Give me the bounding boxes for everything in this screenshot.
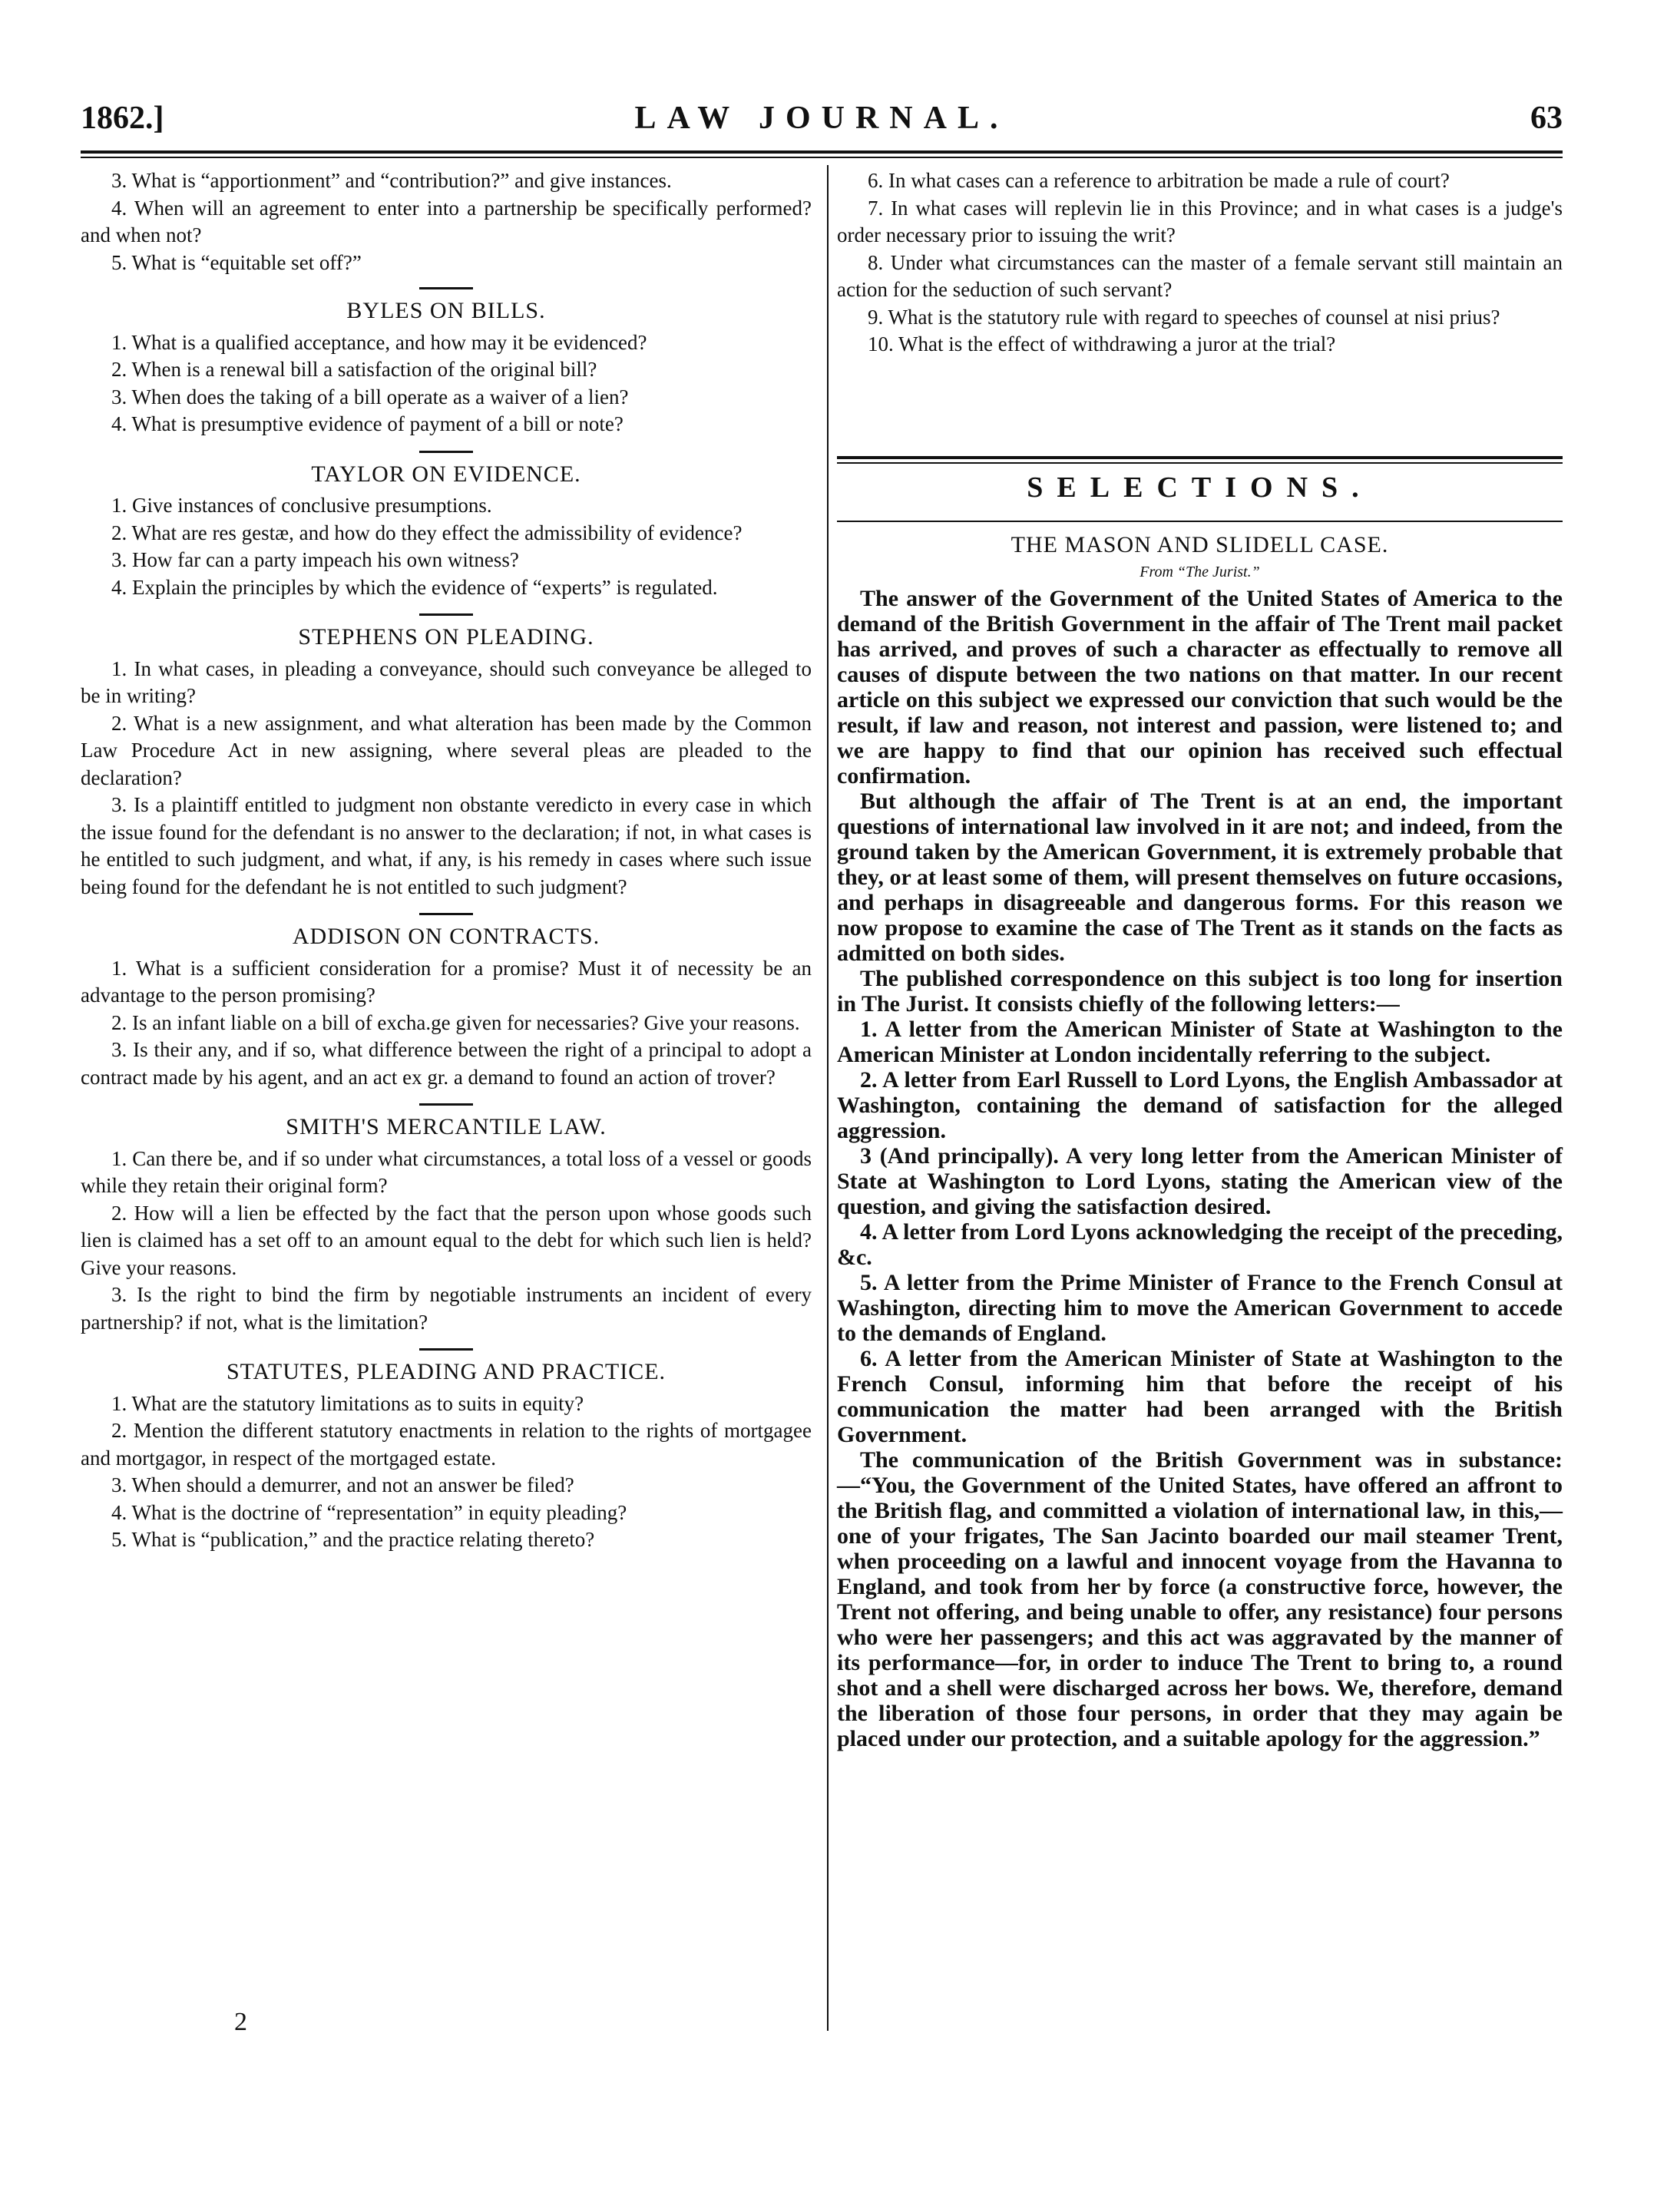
section-heading: ADDISON ON CONTRACTS. [292,924,600,949]
question-item: 3. When should a demurrer, and not an answer be filed? [111,1473,574,1496]
selections-rule-thin [837,462,1563,464]
question-item: 2. Is an infant liable on a bill of excha.ge given for necessaries? Give your reasons. [111,1010,800,1034]
right-column [837,167,1563,359]
question-item: 10. What is the effect of withdrawing a juror at the trial? [868,332,1336,355]
article-paragraph: 4. A letter from Lord Lyons acknowledging the receipt of the preceding, &c. [837,1219,1563,1270]
question-item: 3. Is their any, and if so, what difference between the right of a principal to adopt a contract made by his agent, and an act ex gr. a demand to found an action of trover? [81,1038,812,1089]
question-item: 4. Explain the principles by which the evidence of “experts” is regulated. [111,575,718,599]
question-item: 3. How far can a party impeach his own witness? [111,548,519,571]
question-item: 1. What is a sufficient consideration for a promise? Must it of necessity be an advantage to the person promising? [81,956,812,1007]
selections-underline [837,521,1563,522]
article-paragraph: 2. A letter from Earl Russell to Lord Lyons, the English Ambassador at Washington, containing the demand of satisfaction for the alleged aggression. [837,1067,1563,1143]
question-item: 8. Under what circumstances can the master of a female servant still maintain an action for the seduction of such servant? [837,250,1563,301]
section-separator [419,1348,473,1351]
article-paragraph: But although the affair of The Trent is at an end, the important questions of international law involved in it are not; and indeed, from the ground taken by the American Government, it is extremely probable that they, or at least some of them, will present themselves on future occasions, and perhaps in disagreeable and dangerous forms. For this reason we now propose to examine the case of The Trent as it stands on the facts as admitted on both sides. [837,789,1563,966]
question-item: 1. In what cases, in pleading a conveyance, should such conveyance be alleged to be in writing? [81,656,812,707]
section-heading: BYLES ON BILLS. [346,298,546,323]
header-rule-thin [81,157,1563,158]
article-paragraph: 1. A letter from the American Minister of State at Washington to the American Minister at London incidentally referring to the subject. [837,1017,1563,1067]
section-heading: STEPHENS ON PLEADING. [298,624,594,650]
article [837,531,1563,1751]
question-item: 2. Mention the different statutory enactments in relation to the rights of mortgagee and mortgagor, in respect of the mortgaged estate. [81,1419,812,1470]
section-separator [419,913,473,915]
article-body [837,586,1563,1751]
section-separator [419,613,473,616]
article-source: From “The Jurist.” [1140,563,1260,580]
question-item: 6. In what cases can a reference to arbitration be made a rule of court? [868,169,1450,192]
article-paragraph: 5. A letter from the Prime Minister of France to the French Consul at Washington, directing him to move the American Government to accede to the demands of England. [837,1270,1563,1346]
header-year: 1862.] [81,101,164,136]
question-item: 9. What is the statutory rule with regard to speeches of counsel at nisi prius? [868,305,1500,329]
section-separator [419,1103,473,1106]
article-paragraph: 3 (And principally). A very long letter from the American Minister of State at Washington to Lord Lyons, stating the American view of the question, and giving the satisfaction desired. [837,1143,1563,1219]
question-item: 2. What are res gestæ, and how do they effect the admissibility of evidence? [111,521,743,544]
question-item: 5. What is “publication,” and the practice relating thereto? [111,1528,595,1551]
question-item: 5. What is “equitable set off?” [111,250,362,274]
section-separator [419,287,473,289]
selections-rule-thick [837,456,1563,459]
signature-mark: 2 [234,2008,247,2036]
journal-title: LAW JOURNAL. [634,101,1009,136]
header-rule-thick [81,150,1563,154]
question-item: 1. What are the statutory limitations as to suits in equity? [111,1391,584,1415]
question-item: 2. When is a renewal bill a satisfaction of the original bill? [111,358,597,381]
question-item: 1. Can there be, and if so under what circumstances, a total loss of a vessel or goods while they retain their original form? [81,1146,812,1197]
section-heading: STATUTES, PLEADING AND PRACTICE. [226,1359,666,1384]
page-number: 63 [1530,101,1563,136]
running-header [81,100,1563,138]
selections-block [837,471,1563,504]
question-item: 4. What is presumptive evidence of payment of a bill or note? [111,412,624,435]
question-item: 3. Is the right to bind the firm by negotiable instruments an incident of every partnership? if not, what is the limitation? [81,1283,812,1334]
article-paragraph: The published correspondence on this subject is too long for insertion in The Jurist. It consists chiefly of the following letters:— [837,966,1563,1017]
section-heading: SMITH'S MERCANTILE LAW. [286,1114,607,1139]
question-item: 3. What is “apportionment” and “contribution?” and give instances. [111,169,672,192]
question-item: 3. Is a plaintiff entitled to judgment non obstante veredicto in every case in which the issue found for the defendant is no answer to the declaration; if not, in what cases is he entitled to such judgment, and what, if any, is his remedy in cases where such issue being found for the defendant he is not entitled to such judgment? [81,793,812,898]
question-item: 4. When will an agreement to enter into a partnership be specifically performed? and when not? [81,196,812,246]
left-column [81,167,812,1554]
section-separator [419,451,473,453]
question-item: 1. Give instances of conclusive presumptions. [111,494,492,517]
question-item: 1. What is a qualified acceptance, and how may it be evidenced? [111,330,647,354]
column-divider [827,165,829,2031]
article-paragraph: 6. A letter from the American Minister of State at Washington to the French Consul, informing him that before the receipt of his communication the matter had been arranged with the British Government. [837,1346,1563,1447]
selections-heading: SELECTIONS. [1027,471,1373,504]
question-item: 4. What is the doctrine of “representation” in equity pleading? [111,1500,627,1524]
article-paragraph: The communication of the British Government was in substance:—“You, the Government of the United States, have offered an affront to the British flag, and committed a violation of international law, in this,—one of your frigates, The San Jacinto boarded our mail steamer Trent, when proceeding on a lawful and innocent voyage from the Havanna to England, and took from her by force (a constructive force, however, the Trent not offering, and being unable to offer, any resistance) four persons who were her passengers; and this act was aggravated by the manner of its performance—for, in order to induce The Trent to bring to, a round shot and a shell were discharged across her bows. We, therefore, demand the liberation of those four persons, in order that they may again be placed under our protection, and a suitable apology for the aggression.” [837,1447,1563,1751]
question-item: 2. What is a new assignment, and what alteration has been made by the Common Law Procedure Act in new assigning, where several pleas are pleaded to the declaration? [81,711,812,789]
section-heading: TAYLOR ON EVIDENCE. [311,461,581,487]
question-item: 7. In what cases will replevin lie in this Province; and in what cases is a judge's order necessary prior to issuing the writ? [837,196,1563,246]
question-item: 2. How will a lien be effected by the fact that the person upon whose goods such lien is claimed has a set off to an amount equal to the debt for which such lien is held? Give your reasons. [81,1201,812,1279]
article-paragraph: The answer of the Government of the United States of America to the demand of the British Government in the affair of The Trent mail packet has arrived, and proves of such a character as effectually to remove all causes of dispute between the two nations on that matter. In our recent article on this subject we expressed our conviction that such would be the result, if law and reason, not interest and passion, were listened to; and we are happy to find that our opinion has received such effectual confirmation. [837,586,1563,789]
article-title: THE MASON AND SLIDELL CASE. [1011,532,1389,557]
question-item: 3. When does the taking of a bill operate as a waiver of a lien? [111,385,629,408]
